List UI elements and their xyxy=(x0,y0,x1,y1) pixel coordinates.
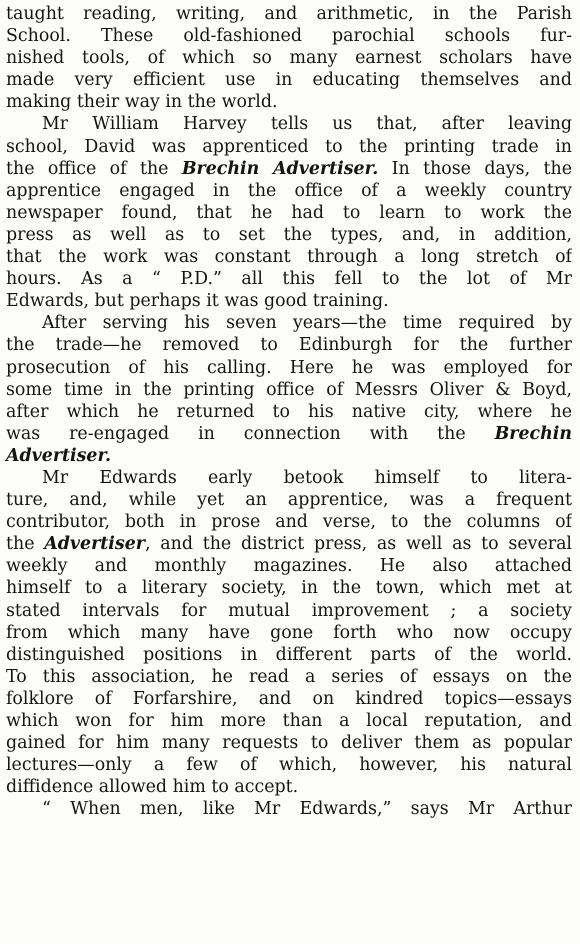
text-line: hours. As a “ P.D.” all this fell to the lot of Mr xyxy=(6,269,572,290)
text-line: the office of the Brechin Advertiser. In those days, the xyxy=(6,158,572,179)
text-line: ture, and, while yet an apprentice, was a frequent xyxy=(6,490,572,511)
text-line: the Advertiser, and the district press, as well as to several xyxy=(6,534,572,555)
text-line: contributor, both in prose and verse, to the columns of xyxy=(6,512,572,533)
text-line: Mr Edwards early betook himself to litera- xyxy=(42,467,572,488)
paragraph-p5 xyxy=(6,798,572,820)
text-line: school, David was apprenticed to the printing trade in xyxy=(6,136,572,157)
text-line: “ When men, like Mr Edwards,” says Mr Arthur xyxy=(42,799,572,820)
paragraph-p2 xyxy=(6,113,572,312)
article-body xyxy=(6,3,572,820)
paragraph-p4 xyxy=(6,467,572,798)
text-line: that the work was constant through a long stretch of xyxy=(6,247,572,268)
text-line: newspaper found, that he had to learn to work the xyxy=(6,202,572,223)
text-line: School. These old-fashioned parochial schools fur- xyxy=(6,26,572,47)
text-line: distinguished positions in different parts of the world. xyxy=(6,644,572,665)
text-line: diffidence allowed him to accept. xyxy=(6,777,299,798)
text-line: Edwards, but perhaps it was good training. xyxy=(6,291,389,312)
text-line: making their way in the world. xyxy=(6,92,278,113)
text-line: After serving his seven years—the time required by xyxy=(42,313,572,334)
text-line: himself to a literary society, in the town, which met at xyxy=(6,578,572,599)
text-line: prosecution of his calling. Here he was employed for xyxy=(6,357,572,378)
text-line: was re-engaged in connection with the Brechin xyxy=(6,423,572,444)
text-line: made very efficient use in educating themselves and xyxy=(6,70,572,91)
paragraph-p3 xyxy=(6,312,572,467)
text-line: after which he returned to his native city, where he xyxy=(6,401,572,422)
italic-title: Brechin xyxy=(494,423,572,444)
text-line: To this association, he read a series of essays on the xyxy=(6,666,572,687)
text-line: from which many have gone forth who now occupy xyxy=(6,622,572,643)
text-line: nished tools, of which so many earnest scholars have xyxy=(6,48,572,69)
text-line: taught reading, writing, and arithmetic, in the Parish xyxy=(6,4,572,24)
italic-title: Advertiser xyxy=(44,534,145,555)
text-line: lectures—only a few of which, however, his natural xyxy=(6,755,572,776)
text-line xyxy=(6,445,572,467)
text-line: apprentice engaged in the office of a weekly country xyxy=(6,180,572,201)
text-line: which won for him more than a local reputation, and xyxy=(6,711,572,731)
italic-title: Brechin Advertiser. xyxy=(181,158,379,179)
text-line: press as well as to set the types, and, in addition, xyxy=(6,224,572,245)
text-line: folklore of Forfarshire, and on kindred topics—essays xyxy=(6,688,572,709)
text-line: Mr William Harvey tells us that, after leaving xyxy=(42,114,572,135)
text-line: stated intervals for mutual improvement ; a society xyxy=(6,600,572,621)
text-line: weekly and monthly magazines. He also attached xyxy=(6,556,572,577)
italic-title: Advertiser. xyxy=(6,445,112,466)
text-line: the trade—he removed to Edinburgh for the further xyxy=(6,335,572,356)
paragraph-p1 xyxy=(6,3,572,113)
text-line: gained for him many requests to deliver them as popular xyxy=(6,733,572,754)
text-line: some time in the printing office of Messrs Oliver & Boyd, xyxy=(6,379,572,400)
